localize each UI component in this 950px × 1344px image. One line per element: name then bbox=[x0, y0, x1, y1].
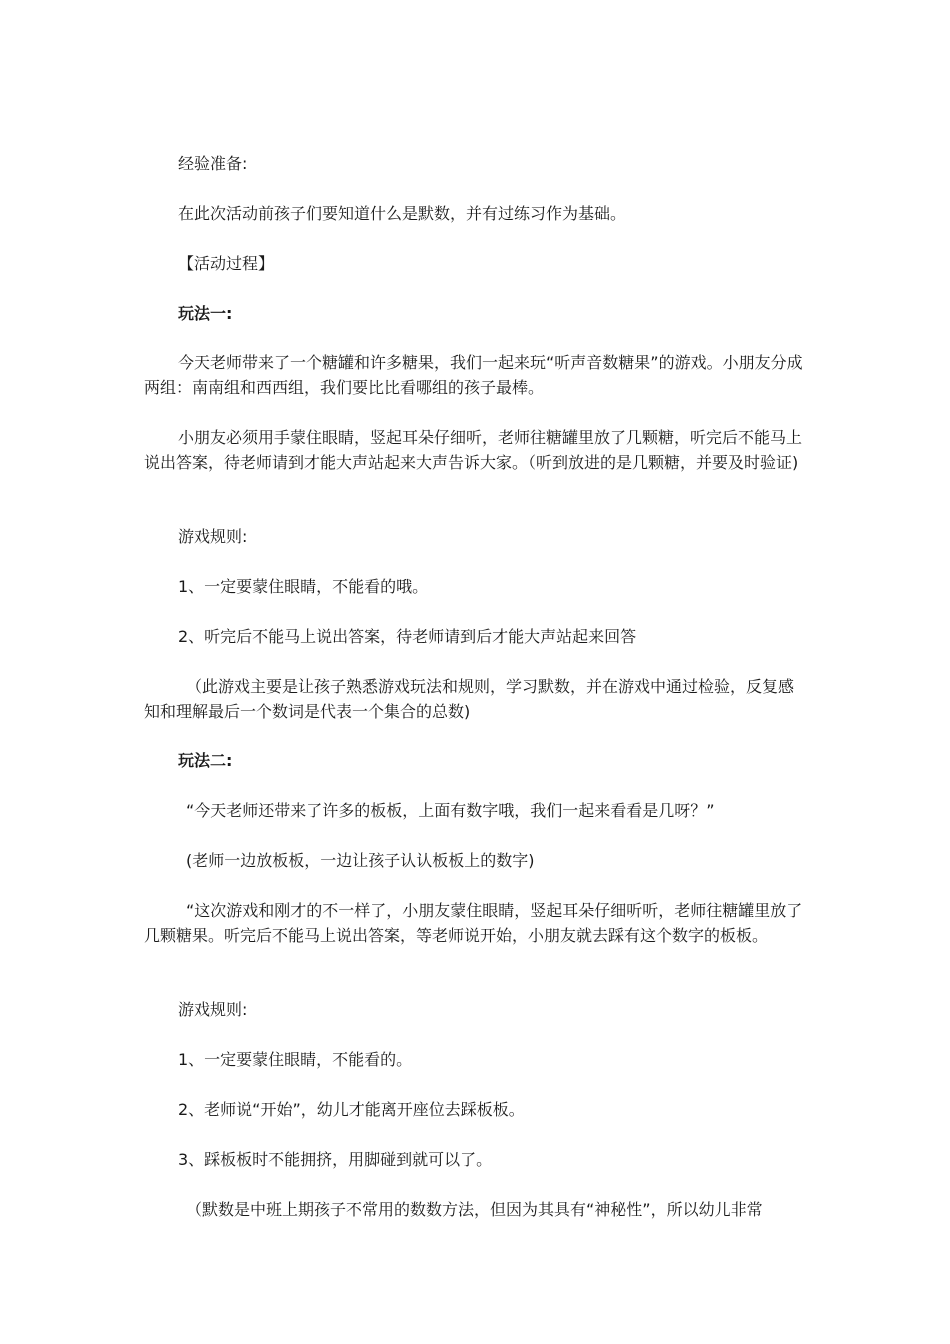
list-item: 2、老师说“开始”，幼儿才能离开座位去踩板板。 bbox=[178, 1100, 525, 1119]
subheading-method-two: 玩法二: bbox=[178, 751, 233, 770]
body-paragraph: 今天老师带来了一个糖罐和许多糖果，我们一起来玩“听声音数糖果”的游戏。小朋友分成两组：南南组和西西组，我们要比比看哪组的孩子最棒。 bbox=[144, 353, 803, 397]
list-item: 1、一定要蒙住眼睛，不能看的。 bbox=[178, 1050, 413, 1069]
quote-paragraph: “这次游戏和刚才的不一样了，小朋友蒙住眼睛，竖起耳朵仔细听听，老师往糖罐里放了几颗糖果。听完后不能马上说出答案，等老师说开始，小朋友就去踩有这个数字的板板。 bbox=[144, 901, 803, 945]
note-paragraph: （默数是中班上期孩子不常用的数数方法，但因为其具有“神秘性”，所以幼儿非常 bbox=[186, 1200, 763, 1219]
section-heading-rules: 游戏规则: bbox=[178, 1000, 248, 1019]
list-item: 3、踩板板时不能拥挤，用脚碰到就可以了。 bbox=[178, 1150, 493, 1169]
list-item: 1、一定要蒙住眼睛，不能看的哦。 bbox=[178, 577, 429, 596]
section-heading-experience: 经验准备: bbox=[178, 154, 248, 173]
subheading-method-one: 玩法一: bbox=[178, 304, 233, 323]
section-heading-rules: 游戏规则: bbox=[178, 527, 248, 546]
list-item: 2、听完后不能马上说出答案，待老师请到后才能大声站起来回答 bbox=[178, 627, 637, 646]
body-paragraph: 小朋友必须用手蒙住眼睛，竖起耳朵仔细听，老师往糖罐里放了几颗糖，听完后不能马上说出答案，待老师请到才能大声站起来大声告诉大家。（听到放进的是几颗糖，并要及时验证) bbox=[144, 428, 803, 472]
note-paragraph: (老师一边放板板，一边让孩子认认板板上的数字) bbox=[186, 851, 535, 870]
section-heading-process: 【活动过程】 bbox=[178, 254, 275, 273]
body-paragraph: 在此次活动前孩子们要知道什么是默数，并有过练习作为基础。 bbox=[178, 204, 627, 223]
quote-paragraph: “今天老师还带来了许多的板板，上面有数字哦，我们一起来看看是几呀？” bbox=[186, 801, 715, 820]
note-paragraph: （此游戏主要是让孩子熟悉游戏玩法和规则，学习默数，并在游戏中通过检验，反复感知和理解最后一个数词是代表一个集合的总数) bbox=[144, 677, 795, 721]
